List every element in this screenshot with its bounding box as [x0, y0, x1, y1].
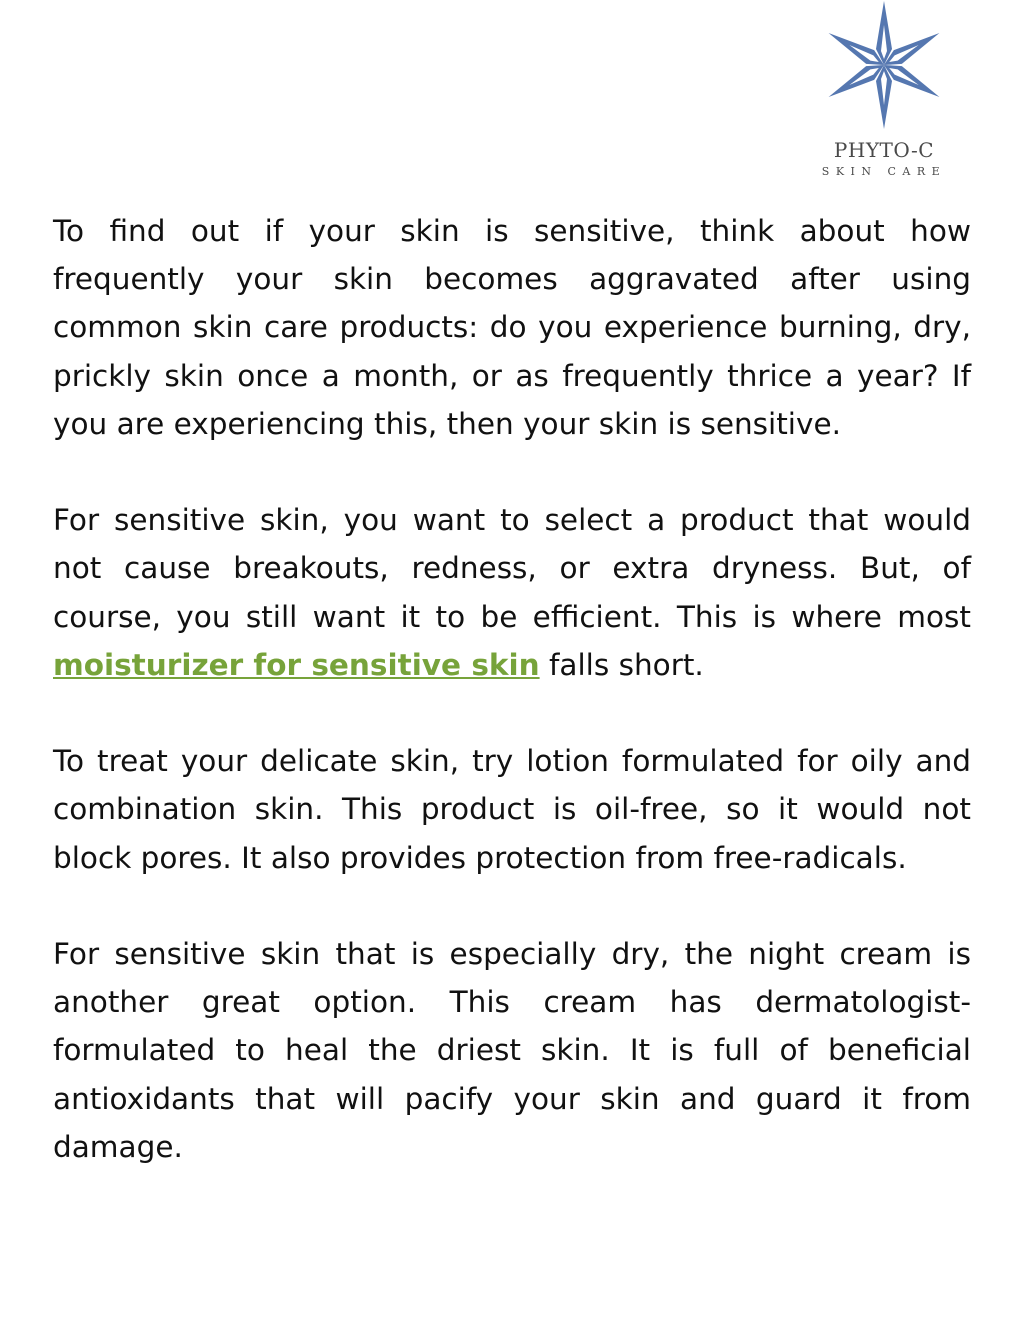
paragraph-lotion: To treat your delicate skin, try lotion formulated for oily and combination skin. This product is oil-free, so it would not block pores. It also provides protection from free-radicals.	[53, 744, 971, 875]
paragraph-text: For sensitive skin, you want to select a product that would not cause breakouts, redness, or extra dryness. But, of course, you still want it to be efficient. This is where most	[53, 503, 971, 634]
paragraph-text: falls short.	[539, 647, 704, 682]
brand-tagline: SKIN CARE	[821, 165, 947, 178]
paragraph-sensitive-check: To find out if your skin is sensitive, think about how frequently your skin becomes aggravated after using common skin care products: do you experience burning, dry, prickly skin once a month, or as frequently thrice a year? If you are experiencing this, then your skin is sensitive.	[53, 214, 971, 441]
brand-logo	[814, 0, 954, 185]
brand-name: PHYTO-C	[833, 138, 935, 162]
six-point-star-icon	[822, 0, 946, 130]
moisturizer-link[interactable]: moisturizer for sensitive skin	[53, 647, 540, 682]
article-body	[53, 207, 971, 1219]
paragraph-product-selection	[53, 496, 971, 689]
paragraph-night-cream: For sensitive skin that is especially dry, the night cream is another great option. This cream has dermatologist-formulated to heal the driest skin. It is full of beneficial antioxidants that will pacify your skin and guard it from damage.	[53, 937, 971, 1164]
